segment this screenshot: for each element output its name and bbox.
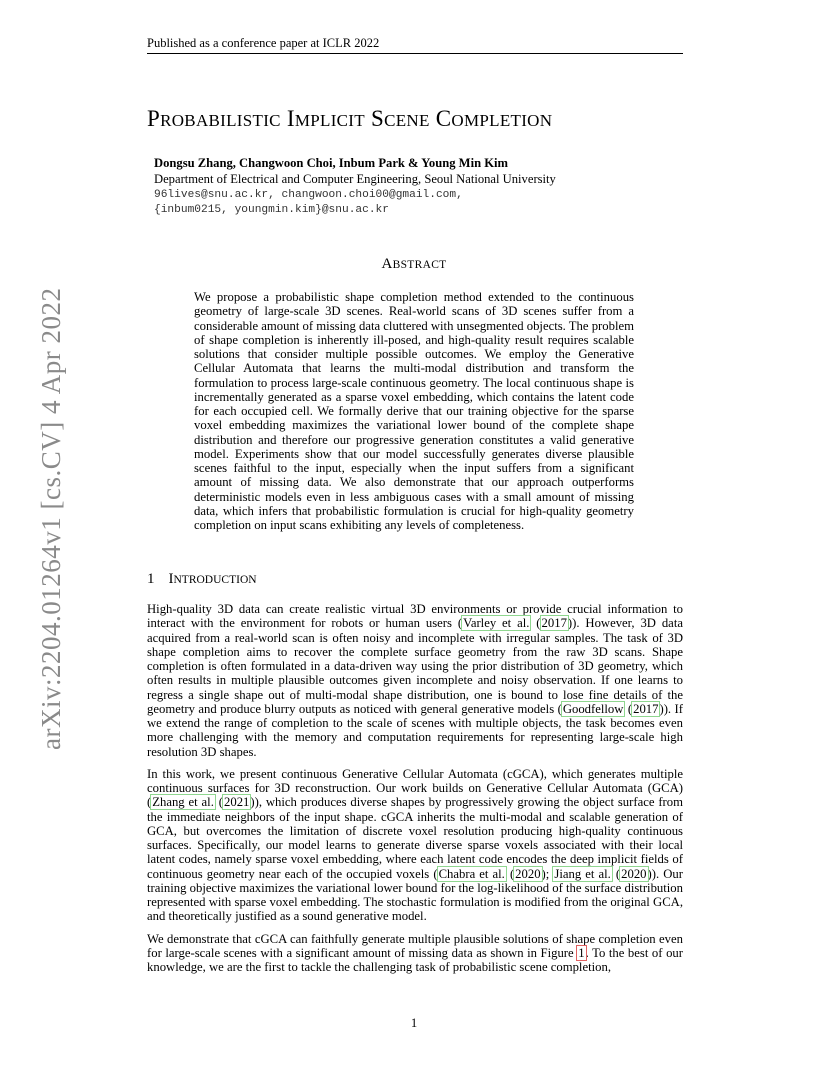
running-header: Published as a conference paper at ICLR 2022 — [147, 36, 380, 50]
author-list: Dongsu Zhang, Changwoon Choi, Inbum Park & Young Min Kim — [154, 156, 509, 170]
citation-year-link[interactable]: 2017 — [541, 616, 567, 631]
citation-year-link[interactable]: 2020 — [515, 866, 541, 881]
paper-title: PROBABILISTIC IMPLICIT SCENE COMPLETION — [147, 106, 553, 131]
abstract-heading: ABSTRACT — [381, 256, 447, 272]
citation-year-link[interactable]: 2021 — [224, 795, 250, 810]
citation-year-link[interactable]: 2017 — [633, 701, 659, 716]
citation-link[interactable]: Goodfellow — [562, 701, 624, 716]
citation-link[interactable]: Zhang et al. — [152, 795, 214, 810]
citation-year-link[interactable]: 2020 — [621, 866, 647, 881]
paragraph-3: We demonstrate that cGCA can faithfully generate multiple plausible solutions of shape completion even for large-scale scenes with a significant amount of missing data as shown in Figure 1. To the best of our knowledge, we are the first to tackle the challenging task of probabilistic scene completion, — [147, 931, 683, 974]
email-line-2: {inbum0215, youngmin.kim}@snu.ac.kr — [154, 204, 389, 216]
email-line-1: 96lives@snu.ac.kr, changwoon.choi00@gmail.com, — [154, 189, 463, 201]
header-rule — [147, 53, 683, 54]
introduction-body — [147, 602, 683, 982]
figure-ref-link[interactable]: 1 — [578, 945, 585, 960]
arxiv-stamp: arXiv:2204.01264v1 [cs.CV] 4 Apr 2022 — [36, 287, 66, 750]
citation-link[interactable]: Jiang et al. — [554, 866, 611, 881]
paragraph-2: In this work, we present continuous Generative Cellular Automata (cGCA), which generates multiple continuous surfaces for 3D reconstruction. Our work builds on Generative Cellular Automata (GCA) (Zhang et al. (2021)), which produces diverse shapes by progressively growing the object surface from the immediate neighbors of the input shape. cGCA inherits the multi-modal and scalable generation of GCA, but overcomes the limitation of discrete voxel resolution producing high-quality continuous surfaces. Specifically, our model learns to generate diverse sparse voxels associated with their local latent codes, namely sparse voxel embedding, where each latent code encodes the deep implicit fields of continuous geometry near each of the occupied voxels (Chabra et al. (2020); Jiang et al. (2020)). Our training objective maximizes the variational lower bound for the log-likelihood of the surface distribution represented with sparse voxel embedding. The stochastic formulation is modified from the original GCA, and theoretically justified as a sound generative model. — [147, 766, 683, 924]
page-number: 1 — [410, 1016, 418, 1030]
abstract-text: We propose a probabilistic shape completion method extended to the continuous geometry of large-scale 3D scenes. Real-world scans of 3D scenes suffer from a considerable amount of missing data cluttered with unsegmented objects. The problem of shape completion is inherently ill-posed, and high-quality result requires scalable solutions that consider multiple possible outcomes. We employ the Generative Cellular Automata that learns the multi-modal distribution and transform the formulation to process large-scale continuous geometry. The local continuous shape is incrementally generated as a sparse voxel embedding, which contains the latent code for each occupied cell. We formally derive that our training objective for the sparse voxel embedding maximizes the variational lower bound of the complete shape distribution and therefore our progressive generation constitutes a valid generative model. Experiments show that our model successfully generates diverse plausible scenes faithful to the input, especially when the input suffers from a significant amount of missing data. We also demonstrate that our approach outperforms deterministic models even in less ambiguous cases with a small amount of missing data, which infers that probabilistic formulation is crucial for high-quality geometry completion on input scans exhibiting any levels of completeness. — [194, 290, 634, 532]
citation-link[interactable]: Varley et al. — [463, 616, 530, 631]
section-heading-introduction: 1 INTRODUCTION — [147, 571, 257, 587]
paragraph-1: High-quality 3D data can create realistic virtual 3D environments or provide crucial information to interact with the environment for robots or human users (Varley et al. (2017)). However, 3D data acquired from a real-world scan is often noisy and incomplete with irregular samples. The task of 3D shape completion aims to recover the complete surface geometry from the raw 3D scans. Shape completion is often formulated in a data-driven way using the prior distribution of 3D geometry, which often results in multiple plausible outcomes given incomplete and noisy observation. If one learns to regress a single shape out of multi-modal shape distribution, one is bound to lose fine details of the geometry and produce blurry outputs as noticed with general generative models (Goodfellow (2017)). If we extend the range of completion to the scale of scenes with multiple objects, the task becomes even more challenging with the memory and computation requirements for representing large-scale high resolution 3D shapes. — [147, 602, 683, 759]
citation-link[interactable]: Chabra et al. — [438, 866, 505, 881]
affiliation: Department of Electrical and Computer Engineering, Seoul National University — [154, 172, 556, 186]
